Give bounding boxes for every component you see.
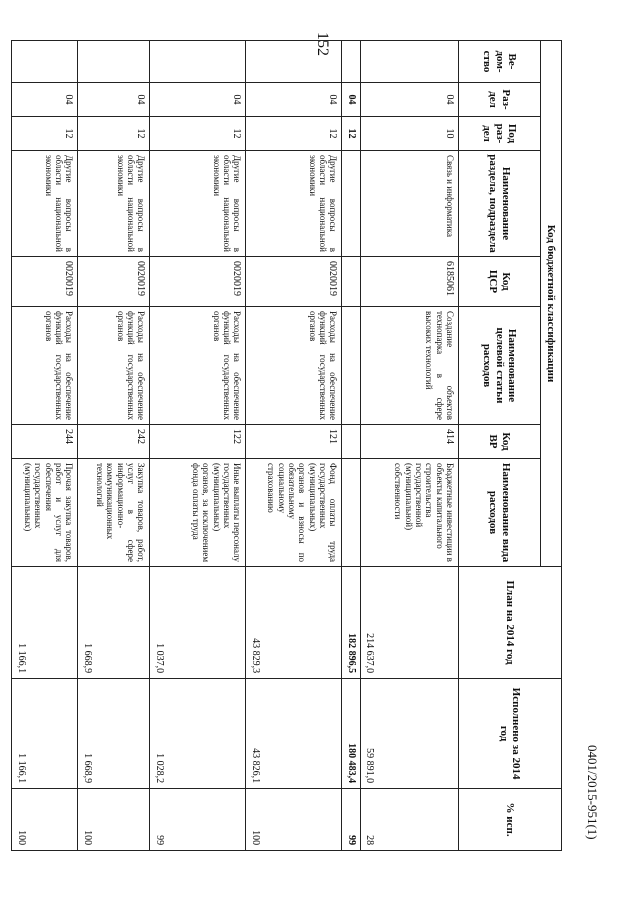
cell-naim-csr: Расходы на обеспечение функций государственных органов <box>150 307 246 425</box>
cell-csr: 6185061 <box>361 257 459 307</box>
table-row <box>150 41 246 851</box>
cell-naim-vr: Иные выплаты персоналу государственных (муниципальных) органов, за исключением фонда оплаты труда <box>150 459 246 567</box>
rotated-table-container <box>16 40 562 850</box>
header-plan: План на 2014 год <box>459 567 562 679</box>
cell-razdel: 04 <box>342 83 361 117</box>
cell-isp: 1 668,9 <box>78 679 150 789</box>
cell-vr: 242 <box>78 425 150 459</box>
cell-pct: 100 <box>78 789 150 851</box>
cell-razdel: 04 <box>150 83 246 117</box>
header-naim-csr: Наименование целевой статьи расходов <box>459 307 541 425</box>
table-row <box>361 41 459 851</box>
cell-naim-vr: Бюджетные инвестиции в объекты капитального строительства государственной (муниципальной) собственности <box>361 459 459 567</box>
table-row <box>342 41 361 851</box>
cell-plan: 1 668,9 <box>78 567 150 679</box>
cell-ved <box>361 41 459 83</box>
cell-podrazdel: 12 <box>78 117 150 151</box>
cell-plan: 214 637,0 <box>361 567 459 679</box>
header-razdel: Раз-дел <box>459 83 541 117</box>
cell-naim-razdela: Другие вопросы в области национальной экономики <box>150 151 246 257</box>
cell-naim-vr: Фонд оплаты труда государственных (муниципальных) органов и взносы по обязательному социальному страхованию <box>246 459 342 567</box>
cell-csr <box>342 257 361 307</box>
header-group-row <box>541 41 562 851</box>
cell-naim-csr: Расходы на обеспечение функций государственных органов <box>78 307 150 425</box>
cell-pct: 99 <box>342 789 361 851</box>
cell-pct: 100 <box>246 789 342 851</box>
cell-naim-razdela <box>342 151 361 257</box>
cell-ved <box>12 41 78 83</box>
cell-naim-razdela: Другие вопросы в области национальной экономики <box>12 151 78 257</box>
header-percent: % исп. <box>459 789 562 851</box>
cell-podrazdel: 12 <box>12 117 78 151</box>
cell-naim-csr: Расходы на обеспечение функций государственных органов <box>12 307 78 425</box>
table-row <box>246 41 342 851</box>
budget-table-region <box>16 40 562 850</box>
cell-isp: 1 028,2 <box>150 679 246 789</box>
header-vr: Код ВР <box>459 425 541 459</box>
cell-vr: 244 <box>12 425 78 459</box>
cell-plan: 43 829,3 <box>246 567 342 679</box>
cell-pct: 28 <box>361 789 459 851</box>
header-group: Код бюджетной классификации <box>541 41 562 567</box>
budget-table <box>12 40 563 851</box>
cell-podrazdel: 10 <box>361 117 459 151</box>
cell-naim-vr: Прочая закупка товаров, работ и услуг для обеспечения государственных (муниципальных) <box>12 459 78 567</box>
cell-naim-csr <box>342 307 361 425</box>
cell-naim-csr: Создание объектов технопарка в сфере высоких технологий <box>361 307 459 425</box>
cell-isp: 43 826,1 <box>246 679 342 789</box>
header-ved: Ве-дом-ство <box>459 41 541 83</box>
cell-csr: 0020019 <box>12 257 78 307</box>
cell-pct: 100 <box>12 789 78 851</box>
cell-ved <box>342 41 361 83</box>
cell-plan: 1 037,0 <box>150 567 246 679</box>
cell-pct: 99 <box>150 789 246 851</box>
header-csr: Код ЦСР <box>459 257 541 307</box>
cell-vr <box>342 425 361 459</box>
header-naim-razdela: Наименование раздела, подраздела <box>459 151 541 257</box>
cell-isp: 180 483,4 <box>342 679 361 789</box>
cell-podrazdel: 12 <box>342 117 361 151</box>
cell-plan: 1 166,1 <box>12 567 78 679</box>
cell-razdel: 04 <box>12 83 78 117</box>
cell-naim-vr: Закупка товаров, работ, услуг в сфере информационно-коммуникационных технологий <box>78 459 150 567</box>
cell-naim-razdela: Другие вопросы в области национальной экономики <box>246 151 342 257</box>
cell-podrazdel: 12 <box>150 117 246 151</box>
header-podrazdel: Под раз-дел <box>459 117 541 151</box>
header-naim-vr: Наименование вида расходов <box>459 459 541 567</box>
cell-isp: 1 166,1 <box>12 679 78 789</box>
cell-vr: 121 <box>246 425 342 459</box>
cell-ved <box>150 41 246 83</box>
cell-ved <box>78 41 150 83</box>
cell-naim-razdela: Другие вопросы в области национальной экономики <box>78 151 150 257</box>
table-row <box>12 41 78 851</box>
cell-ved <box>246 41 342 83</box>
cell-naim-vr <box>342 459 361 567</box>
cell-razdel: 04 <box>246 83 342 117</box>
doc-number: 0401/2015-951(1) <box>585 745 600 840</box>
cell-csr: 0020019 <box>246 257 342 307</box>
table-row <box>78 41 150 851</box>
cell-razdel: 04 <box>78 83 150 117</box>
cell-plan: 182 896,5 <box>342 567 361 679</box>
cell-isp: 59 891,0 <box>361 679 459 789</box>
cell-csr: 0020019 <box>150 257 246 307</box>
page-number: 152 <box>314 32 331 56</box>
cell-naim-razdela: Связь и информатика <box>361 151 459 257</box>
cell-csr: 0020019 <box>78 257 150 307</box>
cell-naim-csr: Расходы на обеспечение функций государственных органов <box>246 307 342 425</box>
cell-vr: 414 <box>361 425 459 459</box>
cell-razdel: 04 <box>361 83 459 117</box>
cell-podrazdel: 12 <box>246 117 342 151</box>
cell-vr: 122 <box>150 425 246 459</box>
header-ispolneno: Исполнено за 2014 год <box>459 679 562 789</box>
